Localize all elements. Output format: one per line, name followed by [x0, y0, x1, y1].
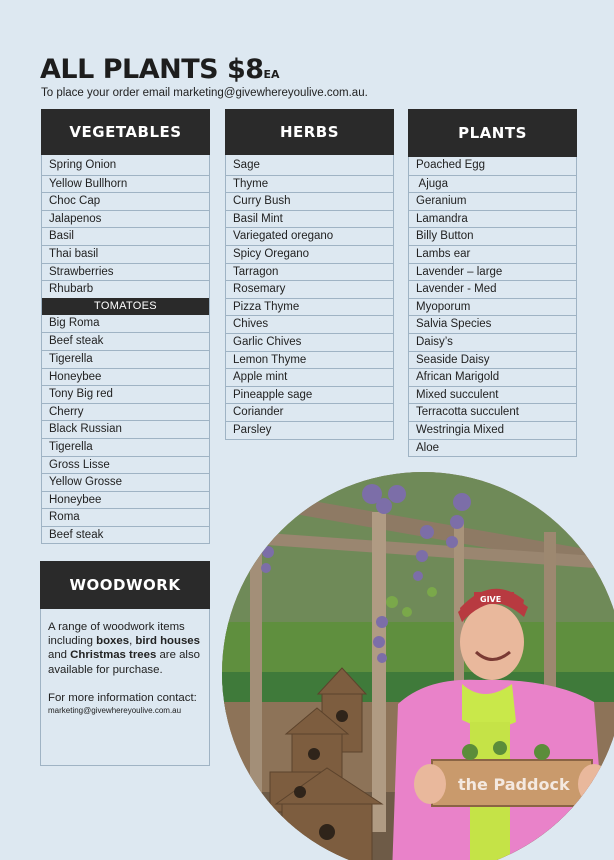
list-item: Terracotta succulent	[409, 403, 576, 421]
list-item: Jalapenos	[42, 210, 209, 228]
list-item: Rhubarb	[42, 280, 209, 298]
list-item: Tigerella	[42, 438, 209, 456]
herbs-heading: HERBS	[225, 109, 394, 155]
plants-column	[408, 109, 577, 457]
list-item: Curry Bush	[226, 192, 393, 210]
plants-list	[408, 157, 577, 457]
plants-heading: PLANTS	[408, 109, 577, 157]
list-item: Choc Cap	[42, 192, 209, 210]
herbs-column	[225, 109, 394, 440]
list-item: Cherry	[42, 403, 209, 421]
list-item: Tony Big red	[42, 385, 209, 403]
list-item: Gross Lisse	[42, 456, 209, 474]
christmas-trees-label: Christmas trees	[70, 649, 157, 662]
list-item: Lambs ear	[409, 245, 576, 263]
list-item: Honeybee	[42, 368, 209, 386]
herbs-list	[225, 155, 394, 440]
page-title: ALL PLANTS $8EA	[40, 54, 280, 85]
list-item: Poached Egg	[416, 159, 486, 171]
list-item: Parsley	[226, 421, 393, 439]
list-item: Coriander	[226, 403, 393, 421]
list-item: Honeybee	[42, 491, 209, 509]
list-item: Mixed succulent	[409, 386, 576, 404]
list-item: Basil Mint	[226, 210, 393, 228]
more-info-label: For more information contact:	[48, 691, 197, 704]
list-item: Pineapple sage	[226, 386, 393, 404]
list-item: Thyme	[226, 175, 393, 193]
list-item: Big Roma	[49, 316, 100, 329]
vegetables-heading: VEGETABLES	[41, 109, 210, 155]
list-item: Lamandra	[409, 210, 576, 228]
list-item: Tigerella	[42, 350, 209, 368]
title-suffix: EA	[263, 68, 280, 81]
list-item: Lavender – large	[409, 263, 576, 281]
list-item: Aloe	[409, 439, 576, 457]
nursery-photo-illustration	[222, 472, 614, 860]
list-item: Westringia Mixed	[409, 421, 576, 439]
list-item: Thai basil	[42, 245, 209, 263]
list-item: Tarragon	[226, 263, 393, 281]
list-item: Rosemary	[226, 280, 393, 298]
tomatoes-heading: TOMATOES	[42, 298, 209, 315]
list-item: Ajuga	[409, 175, 576, 193]
list-item: African Marigold	[409, 368, 576, 386]
list-item: Yellow Bullhorn	[42, 175, 209, 193]
nursery-photo	[222, 472, 614, 860]
list-item: Beef steak	[42, 332, 209, 350]
order-instructions: To place your order email marketing@givewhereyoulive.com.au.	[41, 87, 368, 99]
list-item: Spring Onion	[49, 159, 117, 171]
list-item: Strawberries	[42, 263, 209, 281]
woodwork-description	[40, 609, 210, 766]
list-item: Spicy Oregano	[226, 245, 393, 263]
list-item: Lavender - Med	[409, 280, 576, 298]
contact-email[interactable]: marketing@givewhereyoulive.com.au	[48, 706, 182, 716]
list-item: Lemon Thyme	[226, 351, 393, 369]
list-item: Basil	[42, 227, 209, 245]
list-item: Black Russian	[42, 420, 209, 438]
list-item: Beef steak	[42, 526, 209, 544]
vegetables-column	[41, 109, 210, 544]
woodwork-heading: WOODWORK	[40, 561, 210, 609]
list-item: Apple mint	[226, 368, 393, 386]
list-item: Variegated oregano	[226, 227, 393, 245]
woodwork-box	[40, 561, 210, 766]
list-item: Yellow Grosse	[42, 473, 209, 491]
list-item: Garlic Chives	[226, 333, 393, 351]
list-item: Roma	[42, 508, 209, 526]
crate-label: the Paddock	[458, 775, 570, 794]
list-item: Billy Button	[409, 227, 576, 245]
list-item: Seaside Daisy	[409, 351, 576, 369]
list-item: Geranium	[409, 192, 576, 210]
list-item: Chives	[226, 315, 393, 333]
list-item: Myoporum	[409, 298, 576, 316]
vegetables-list	[41, 155, 210, 544]
cap-logo: GIVE	[480, 595, 502, 604]
bird-houses-label: bird houses	[135, 635, 200, 648]
list-item: Salvia Species	[409, 315, 576, 333]
list-item: Sage	[233, 159, 260, 171]
boxes-label: boxes	[96, 635, 130, 648]
list-item: Daisy’s	[409, 333, 576, 351]
woodwork-text: A range of woodwork items including boxes, bird houses and Christmas trees are also available for purchase.	[48, 621, 200, 676]
list-item: Pizza Thyme	[226, 298, 393, 316]
